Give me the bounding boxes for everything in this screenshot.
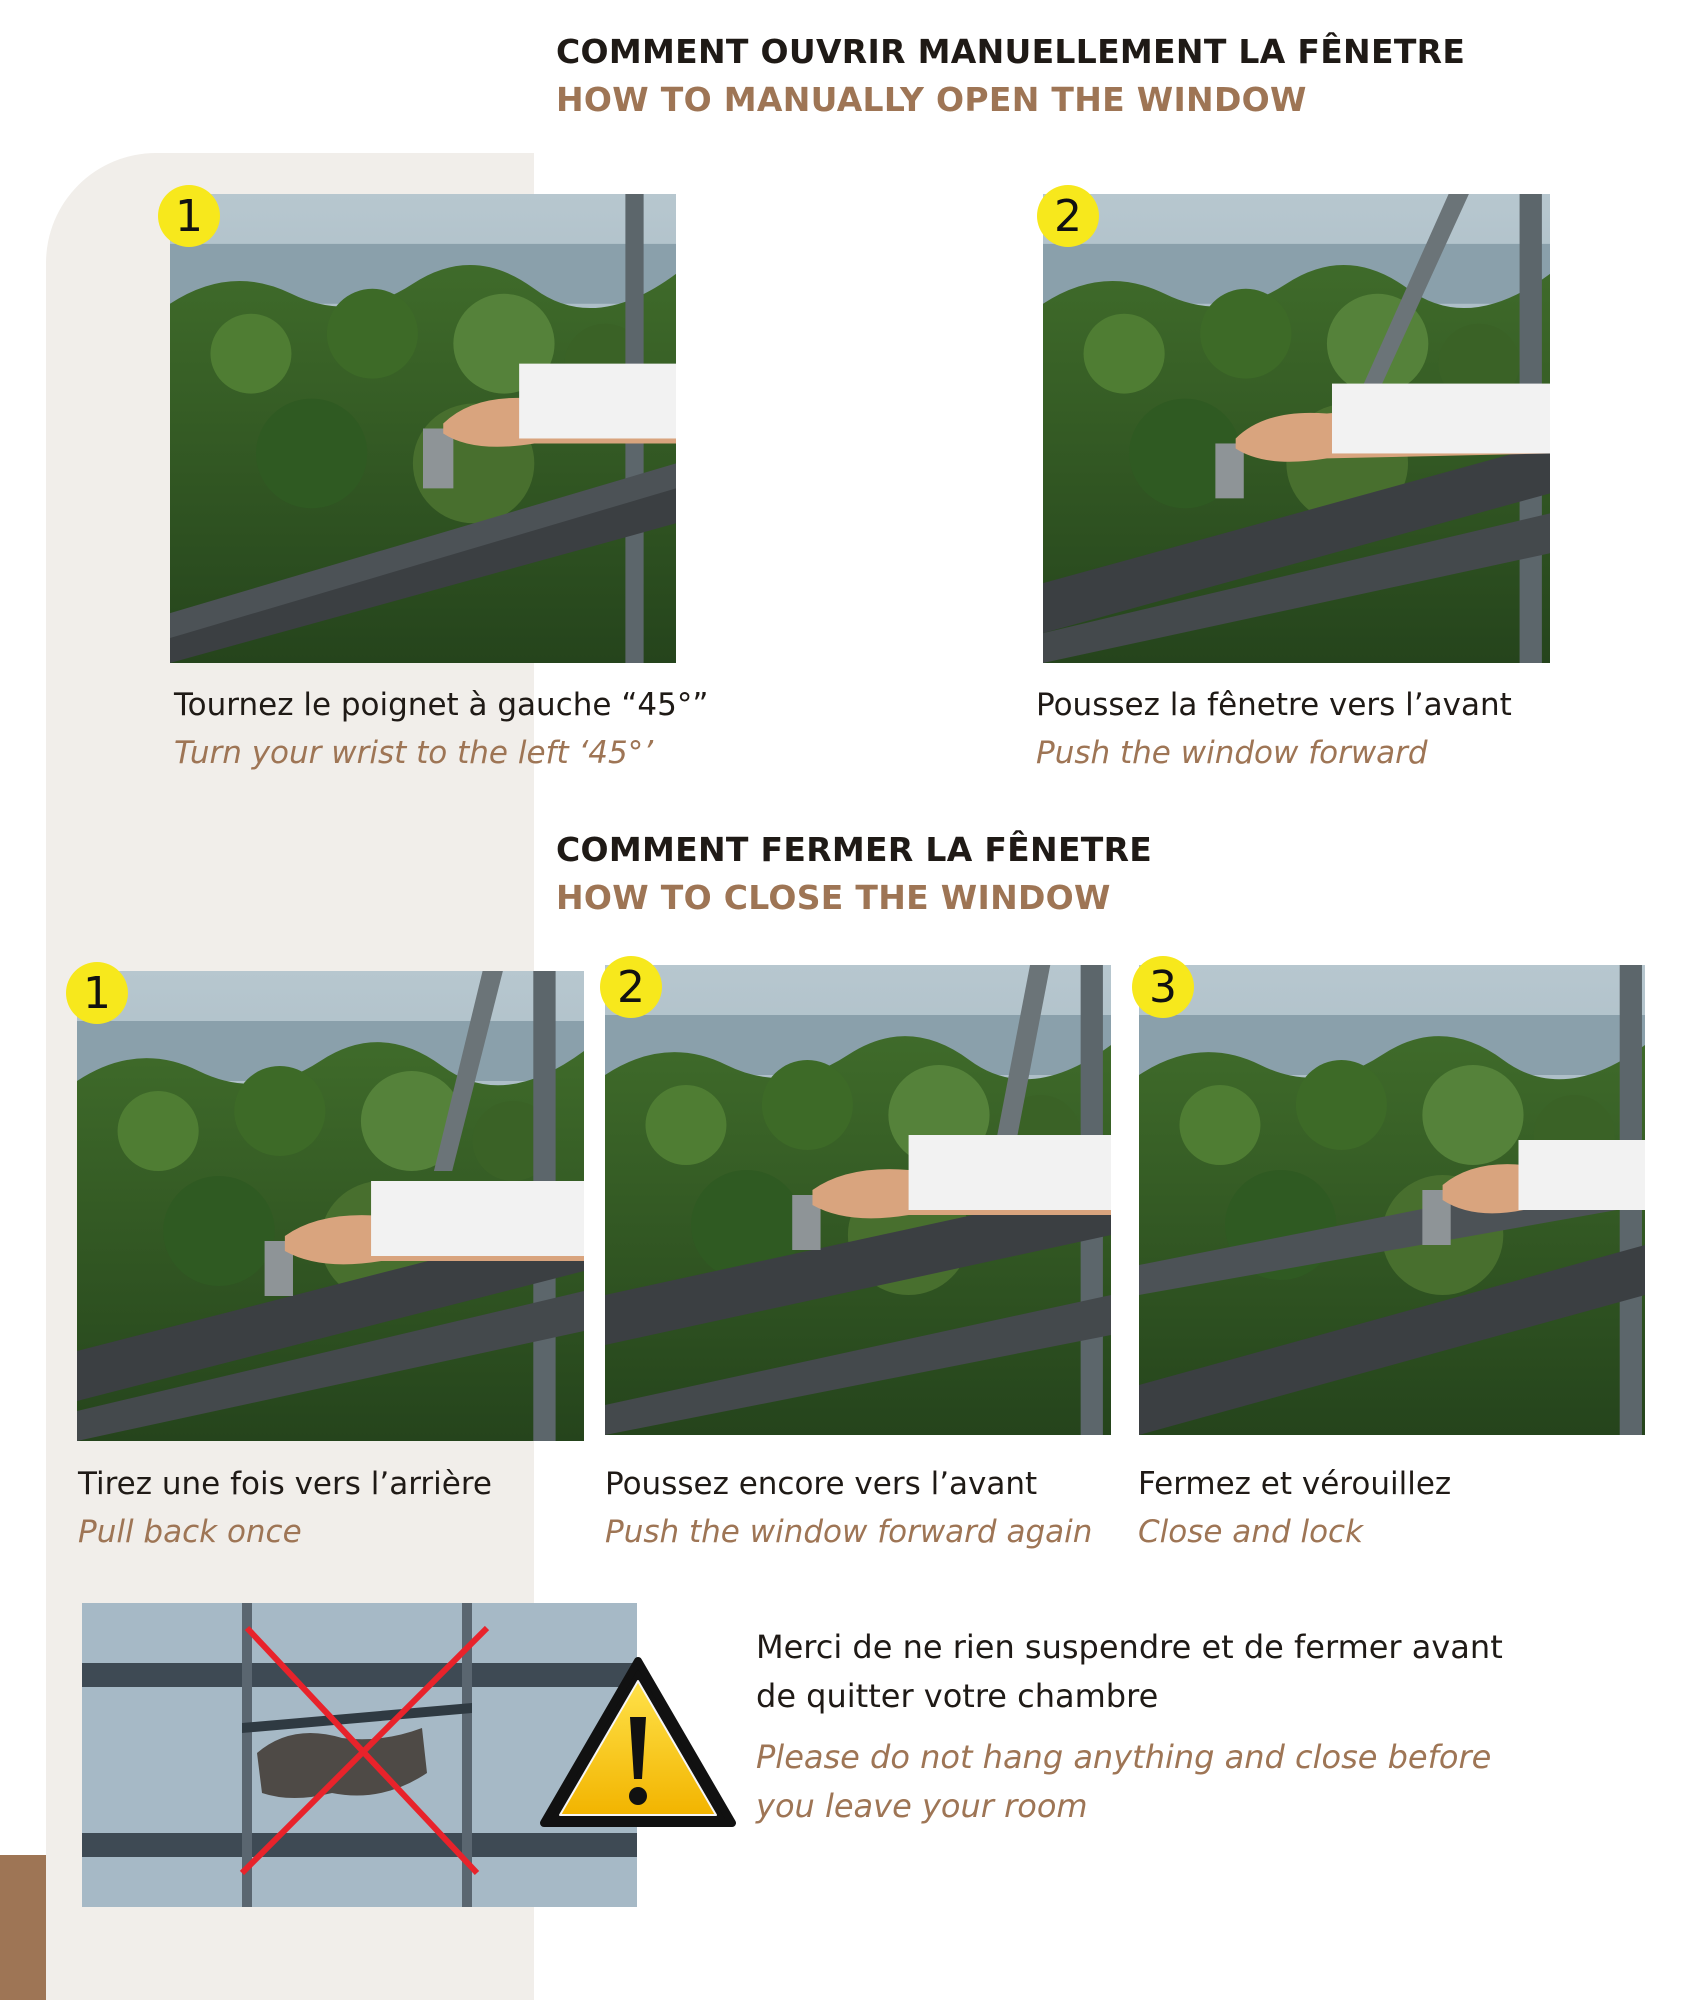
close-step-3-photo <box>1139 965 1645 1435</box>
close-title-en: HOW TO CLOSE THE WINDOW <box>556 878 1111 917</box>
warning-text-en-line2: you leave your room <box>756 1787 1088 1825</box>
close-step-2-caption-en: Push the window forward again <box>605 1514 1093 1550</box>
close-step-1-badge: 1 <box>66 962 128 1024</box>
warning-text-fr-line2: de quitter votre chambre <box>756 1677 1159 1715</box>
open-step-2-photo <box>1043 194 1550 663</box>
open-step-1-caption-en: Turn your wrist to the left ‘45°’ <box>174 735 654 771</box>
close-step-2-badge: 2 <box>600 956 662 1018</box>
close-step-2-caption-fr: Poussez encore vers l’avant <box>605 1466 1038 1502</box>
open-step-1-caption-fr: Tournez le poignet à gauche “45°” <box>174 687 709 723</box>
close-step-1-caption-fr: Tirez une fois vers l’arrière <box>78 1466 492 1502</box>
warning-text-fr-line1: Merci de ne rien suspendre et de fermer avant <box>756 1628 1503 1666</box>
open-title-en: HOW TO MANUALLY OPEN THE WINDOW <box>556 80 1307 119</box>
close-step-3-caption-fr: Fermez et vérouillez <box>1138 1466 1452 1502</box>
open-step-1-photo <box>170 194 676 663</box>
warning-triangle-icon <box>538 1655 738 1830</box>
open-step-2-caption-en: Push the window forward <box>1036 735 1428 771</box>
close-step-2-photo <box>605 965 1111 1435</box>
close-step-1-caption-en: Pull back once <box>78 1514 302 1550</box>
open-step-2-badge: 2 <box>1037 185 1099 247</box>
warning-text-en-line1: Please do not hang anything and close before <box>756 1738 1492 1776</box>
open-step-1-badge: 1 <box>158 185 220 247</box>
close-title-fr: COMMENT FERMER LA FÊNETRE <box>556 830 1153 869</box>
close-step-3-caption-en: Close and lock <box>1138 1514 1364 1550</box>
open-step-2-caption-fr: Poussez la fênetre vers l’avant <box>1036 687 1512 723</box>
close-step-1-photo <box>77 971 584 1441</box>
close-step-3-badge: 3 <box>1132 956 1194 1018</box>
open-title-fr: COMMENT OUVRIR MANUELLEMENT LA FÊNETRE <box>556 32 1466 71</box>
side-accent-bar <box>0 1855 46 2000</box>
